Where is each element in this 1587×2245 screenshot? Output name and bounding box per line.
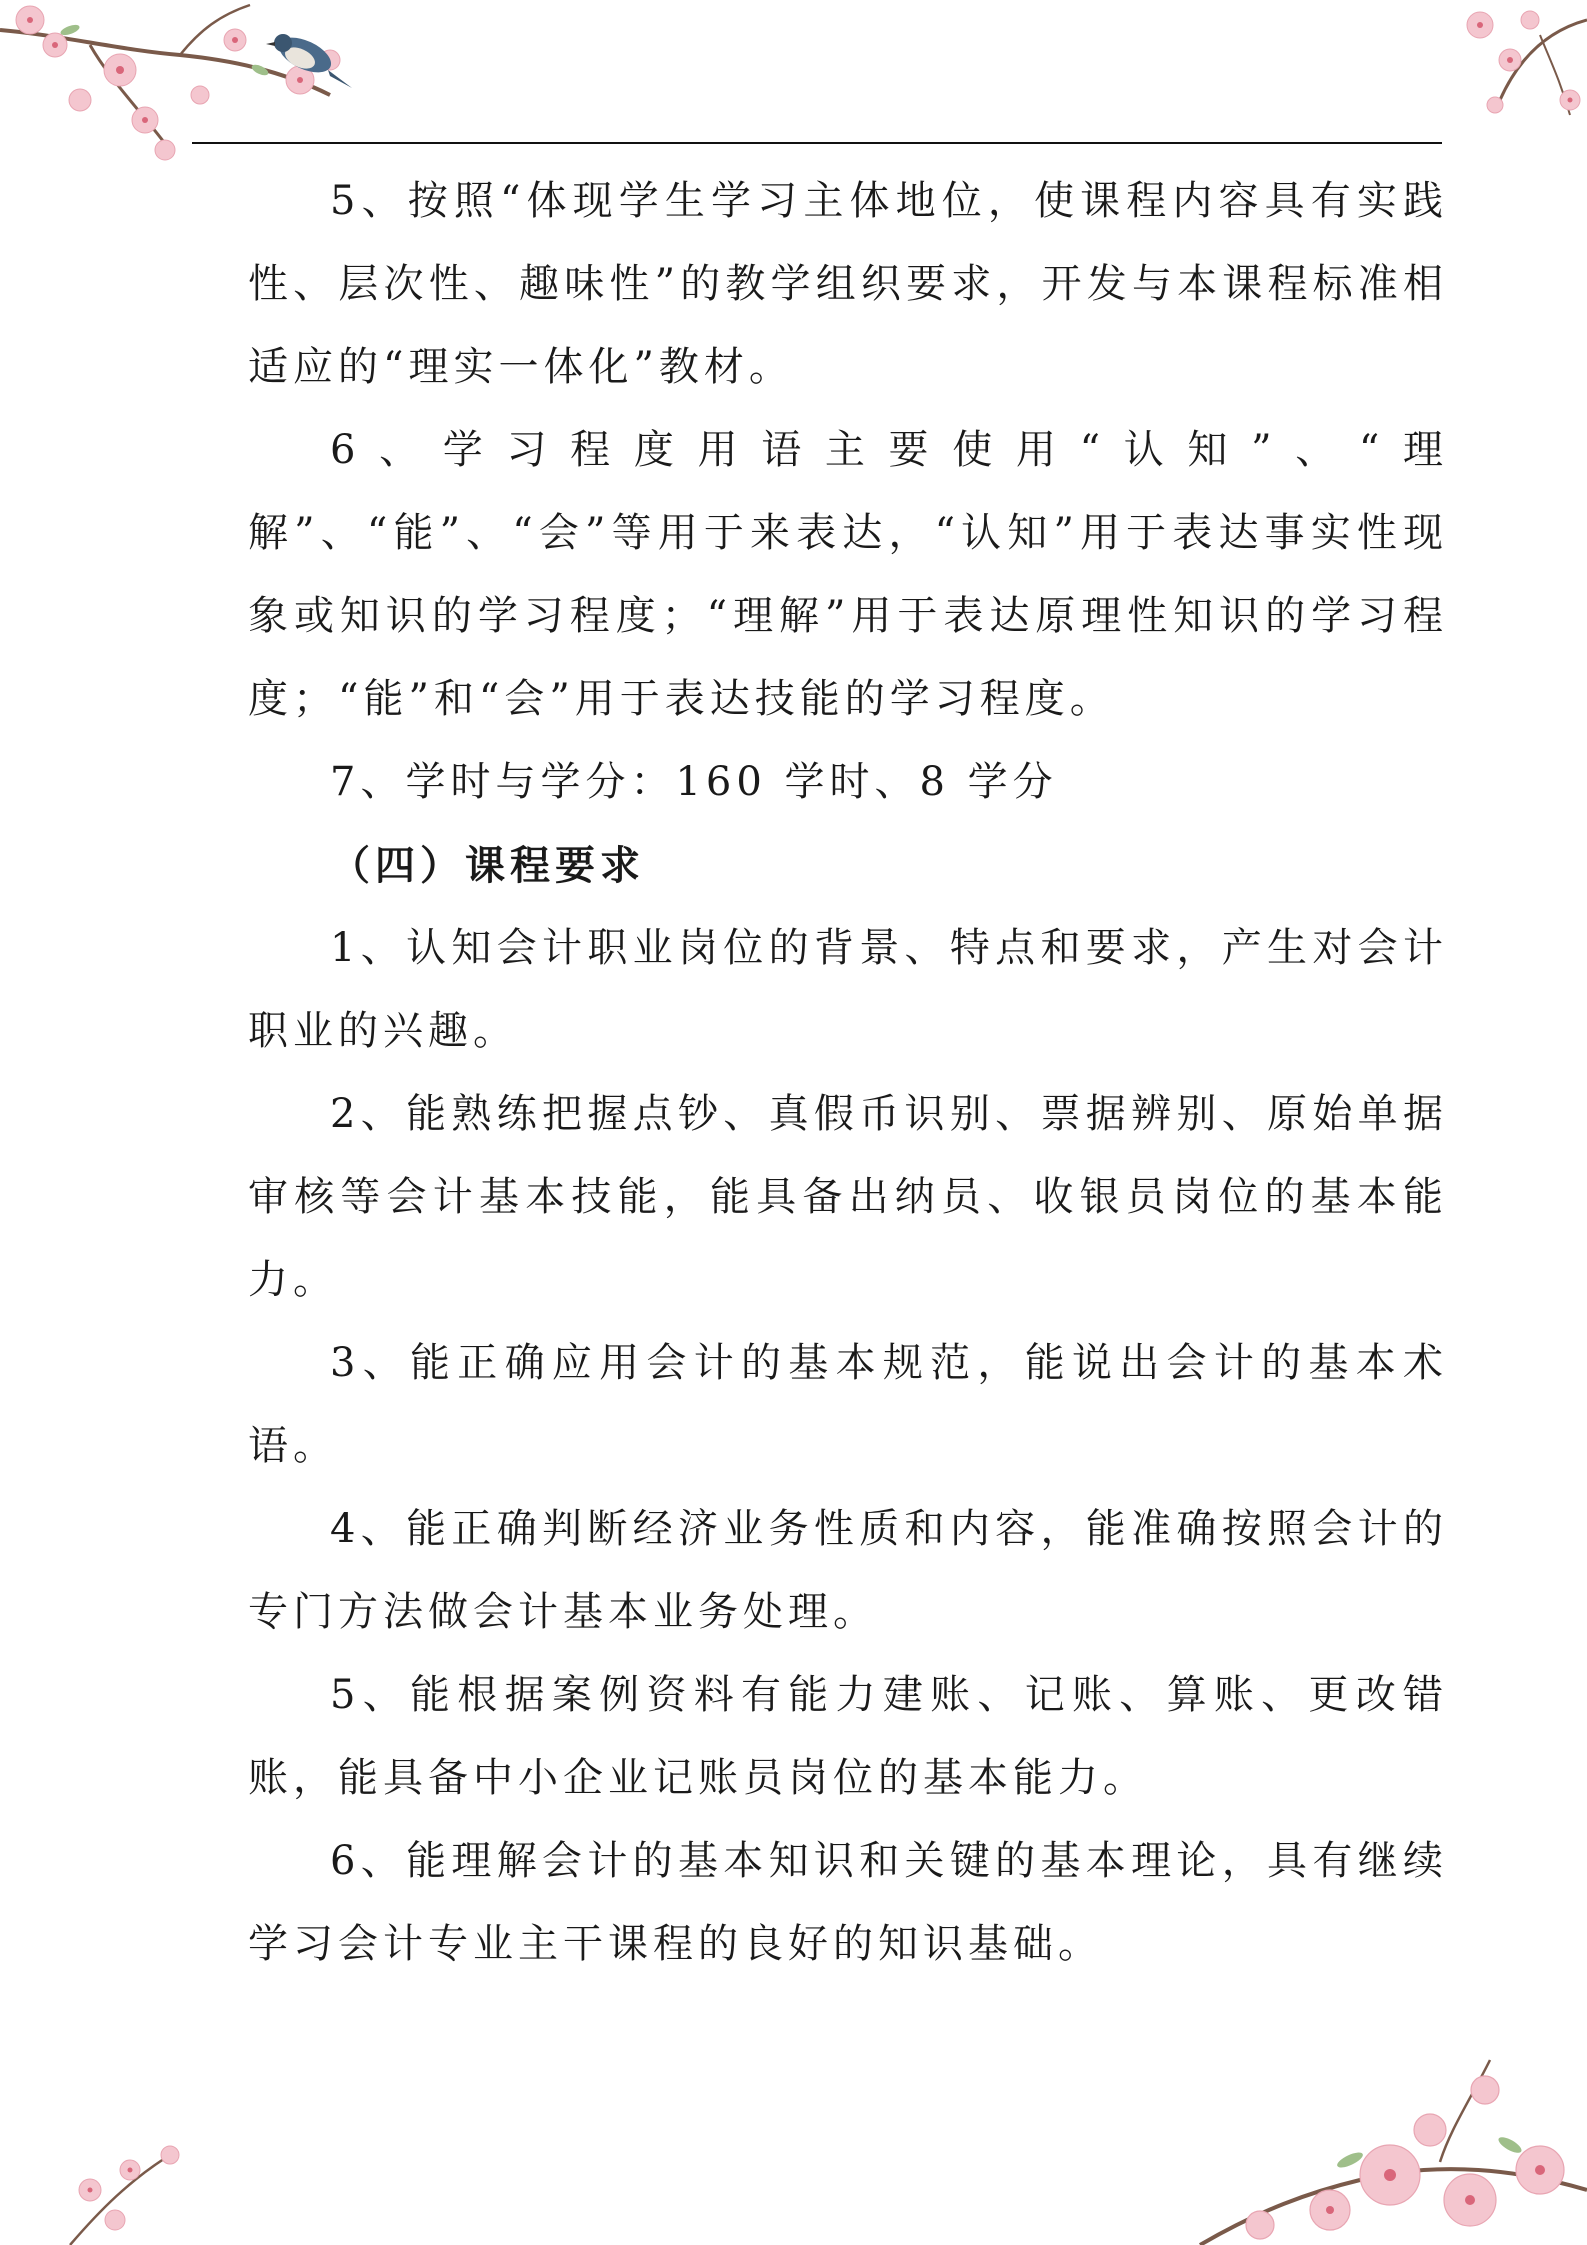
paragraph: 5、能根据案例资料有能力建账、记账、算账、更改错账，能具备中小企业记账员岗位的基本能力。 bbox=[248, 1672, 1448, 1801]
paragraph: 4、能正确判断经济业务性质和内容，能准确按照会计的专门方法做会计基本业务处理。 bbox=[248, 1506, 1448, 1635]
cherry-blossom-branch-icon bbox=[0, 0, 400, 170]
paragraph: 2、能熟练把握点钞、真假币识别、票据辨别、原始单据审核等会计基本技能，能具备出纳员、收银员岗位的基本能力。 bbox=[248, 1091, 1448, 1303]
cherry-blossom-sprig-icon bbox=[1420, 0, 1587, 130]
header-rule bbox=[192, 142, 1442, 144]
cherry-blossom-cluster-icon bbox=[1140, 2050, 1587, 2245]
paragraph: 6、学习程度用语主要使用“认知”、“理解”、“能”、“会”等用于来表达，“认知”用于表达事实性现象或知识的学习程度；“理解”用于表达原理性知识的学习程度；“能”和“会”用于表达技能的学习程度。 bbox=[248, 427, 1448, 722]
section-heading: （四）课程要求 bbox=[330, 842, 645, 889]
paragraph: 1、认知会计职业岗位的背景、特点和要求，产生对会计职业的兴趣。 bbox=[248, 925, 1448, 1054]
cherry-blossom-sprig-icon bbox=[60, 2130, 210, 2245]
document-body bbox=[248, 160, 1448, 1986]
paragraph: 6、能理解会计的基本知识和关键的基本理论，具有继续学习会计专业主干课程的良好的知识基础。 bbox=[248, 1838, 1448, 1967]
paragraph: 3、能正确应用会计的基本规范，能说出会计的基本术语。 bbox=[248, 1340, 1448, 1469]
paragraph: 5、按照“体现学生学习主体地位，使课程内容具有实践性、层次性、趣味性”的教学组织要求，开发与本课程标准相适应的“理实一体化”教材。 bbox=[248, 178, 1448, 390]
paragraph: 7、学时与学分：160 学时、8 学分 bbox=[330, 759, 1058, 805]
